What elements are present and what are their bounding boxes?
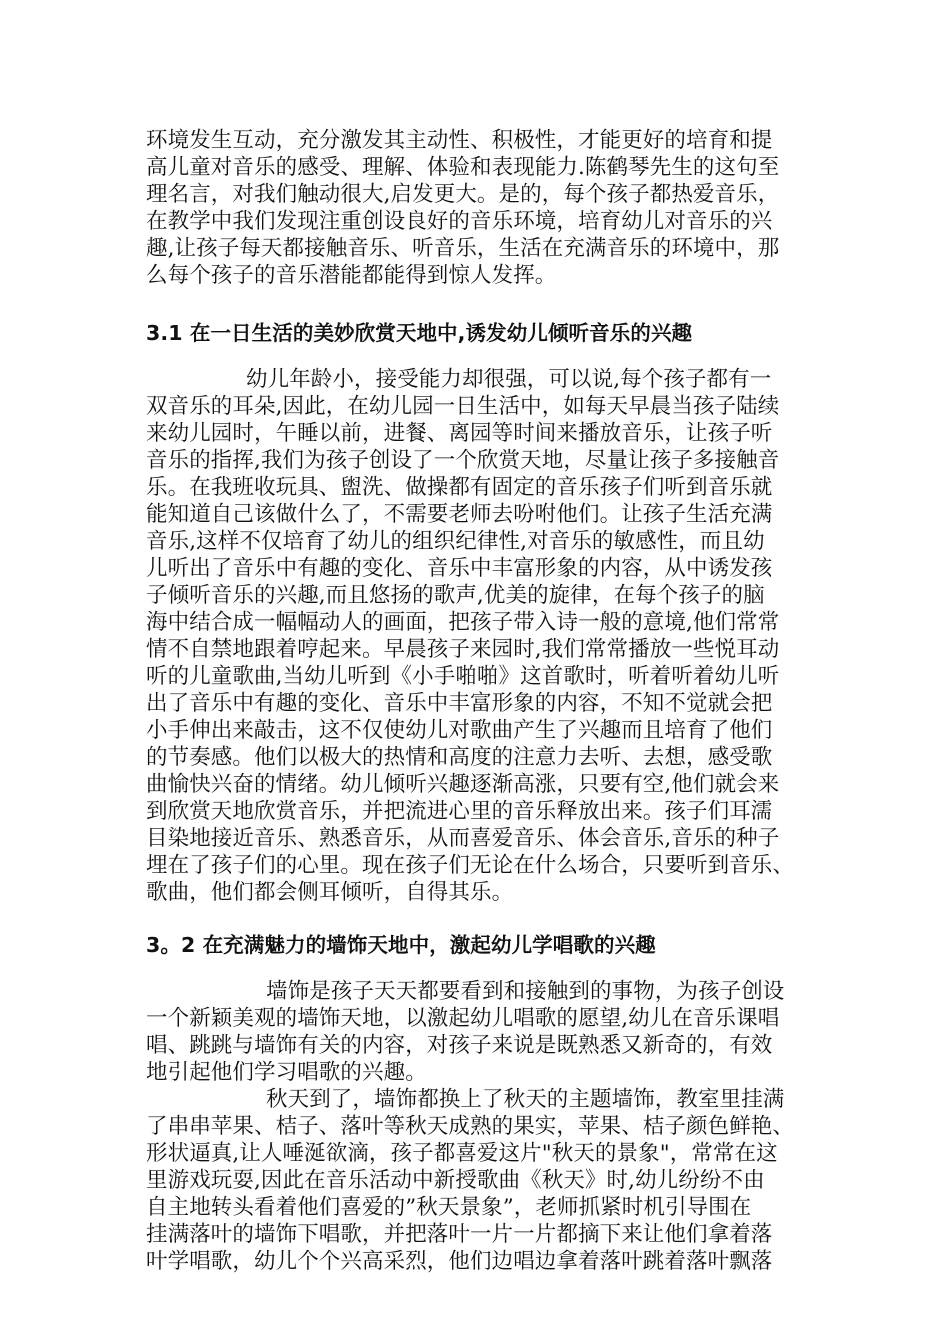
section-heading-3-1: 3.1 在一日生活的美妙欣赏天地中,诱发幼儿倾听音乐的兴趣 [146, 321, 693, 345]
text-line: 么每个孩子的音乐潜能都能得到惊人发挥。 [146, 263, 557, 288]
section-heading-3-2: 3。2 在充满魅力的墙饰天地中，激起幼儿学唱歌的兴趣 [146, 933, 656, 957]
text-line: 墙饰是孩子天天都要看到和接触到的事物，为孩子创设 [266, 979, 785, 1004]
text-line: 子倾听音乐的兴趣,而且悠扬的歌声,优美的旋律，在每个孩子的脑 [146, 583, 765, 608]
text-line: 曲愉快兴奋的情绪。幼儿倾听兴趣逐渐高涨，只要有空,他们就会来 [146, 772, 780, 797]
text-line: 幼儿年龄小，接受能力却很强，可以说,每个孩子都有一 [246, 367, 772, 392]
text-line: 海中结合成一幅幅动人的画面，把孩子带入诗一般的意境,他们常常 [146, 610, 780, 635]
text-line: 埋在了孩子们的心里。现在孩子们无论在什么场合，只要听到音乐、 [146, 853, 795, 878]
text-line: 出了音乐中有趣的变化、音乐中丰富形象的内容，不知不觉就会把 [146, 691, 773, 716]
text-line: 了串串苹果、桔子、落叶等秋天成熟的果实，苹果、桔子颜色鲜艳、 [146, 1114, 795, 1139]
text-line: 地引起他们学习唱歌的兴趣。 [146, 1060, 427, 1085]
text-line: 一个新颖美观的墙饰天地，以激起幼儿唱歌的愿望,幼儿在音乐课唱 [146, 1006, 780, 1031]
text-line: 形状逼真,让人唾涎欲滴，孩子都喜爱这片"秋天的景象"，常常在这 [146, 1141, 778, 1166]
text-line: 自主地转头看着他们喜爱的”秋天景象”，老师抓紧时机引导围在 [146, 1195, 752, 1220]
text-line: 到欣赏天地欣赏音乐，并把流进心里的音乐释放出来。孩子们耳濡 [146, 799, 773, 824]
text-line: 高儿童对音乐的感受、理解、体验和表现能力.陈鹤琴先生的这句至 [146, 155, 780, 180]
text-line: 音乐的指挥,我们为孩子创设了一个欣赏天地，尽量让孩子多接触音 [146, 448, 780, 473]
text-line: 乐。在我班收玩具、盥洗、做操都有固定的音乐孩子们听到音乐就 [146, 475, 773, 500]
text-line: 来幼儿园时，午睡以前，进餐、离园等时间来播放音乐，让孩子听 [146, 421, 773, 446]
text-line: 情不自禁地跟着哼起来。早晨孩子来园时,我们常常播放一些悦耳动 [146, 637, 780, 662]
text-line: 叶学唱歌，幼儿个个兴高采烈，他们边唱边拿着落叶跳着落叶飘落 [146, 1249, 773, 1274]
text-line: 秋天到了，墙饰都换上了秋天的主题墙饰，教室里挂满 [266, 1087, 785, 1112]
text-line: 小手伸出来敲击，这不仅使幼儿对歌曲产生了兴趣而且培育了他们 [146, 718, 773, 743]
text-line: 环境发生互动，充分激发其主动性、积极性，才能更好的培育和提 [146, 128, 773, 153]
text-line: 里游戏玩耍,因此在音乐活动中新授歌曲《秋天》时,幼儿纷纷不由 [146, 1168, 765, 1193]
text-line: 儿听出了音乐中有趣的变化、音乐中丰富形象的内容，从中诱发孩 [146, 556, 773, 581]
text-line: 能知道自己该做什么了，不需要老师去吩咐他们。让孩子生活充满 [146, 502, 773, 527]
text-line: 目染地接近音乐、熟悉音乐，从而喜爱音乐、体会音乐,音乐的种子 [146, 826, 780, 851]
text-line: 双音乐的耳朵,因此，在幼儿园一日生活中，如每天早晨当孩子陆续 [146, 394, 780, 419]
text-line: 唱、跳跳与墙饰有关的内容，对孩子来说是既熟悉又新奇的，有效 [146, 1033, 773, 1058]
text-line: 音乐,这样不仅培育了幼儿的组织纪律性,对音乐的敏感性，而且幼 [146, 529, 765, 554]
text-line: 听的儿童歌曲,当幼儿听到《小手啪啪》这首歌时，听着听着幼儿听 [146, 664, 780, 689]
text-line: 理名言，对我们触动很大,启发更大。是的，每个孩子都热爱音乐， [146, 182, 780, 207]
text-line: 的节奏感。他们以极大的热情和高度的注意力去听、去想，感受歌 [146, 745, 773, 770]
text-line: 趣,让孩子每天都接触音乐、听音乐，生活在充满音乐的环境中，那 [146, 236, 780, 261]
text-line: 挂满落叶的墙饰下唱歌，并把落叶一片一片都摘下来让他们拿着落 [146, 1222, 773, 1247]
text-line: 歌曲，他们都会侧耳倾听，自得其乐。 [146, 880, 514, 905]
text-line: 在教学中我们发现注重创设良好的音乐环境，培育幼儿对音乐的兴 [146, 209, 773, 234]
